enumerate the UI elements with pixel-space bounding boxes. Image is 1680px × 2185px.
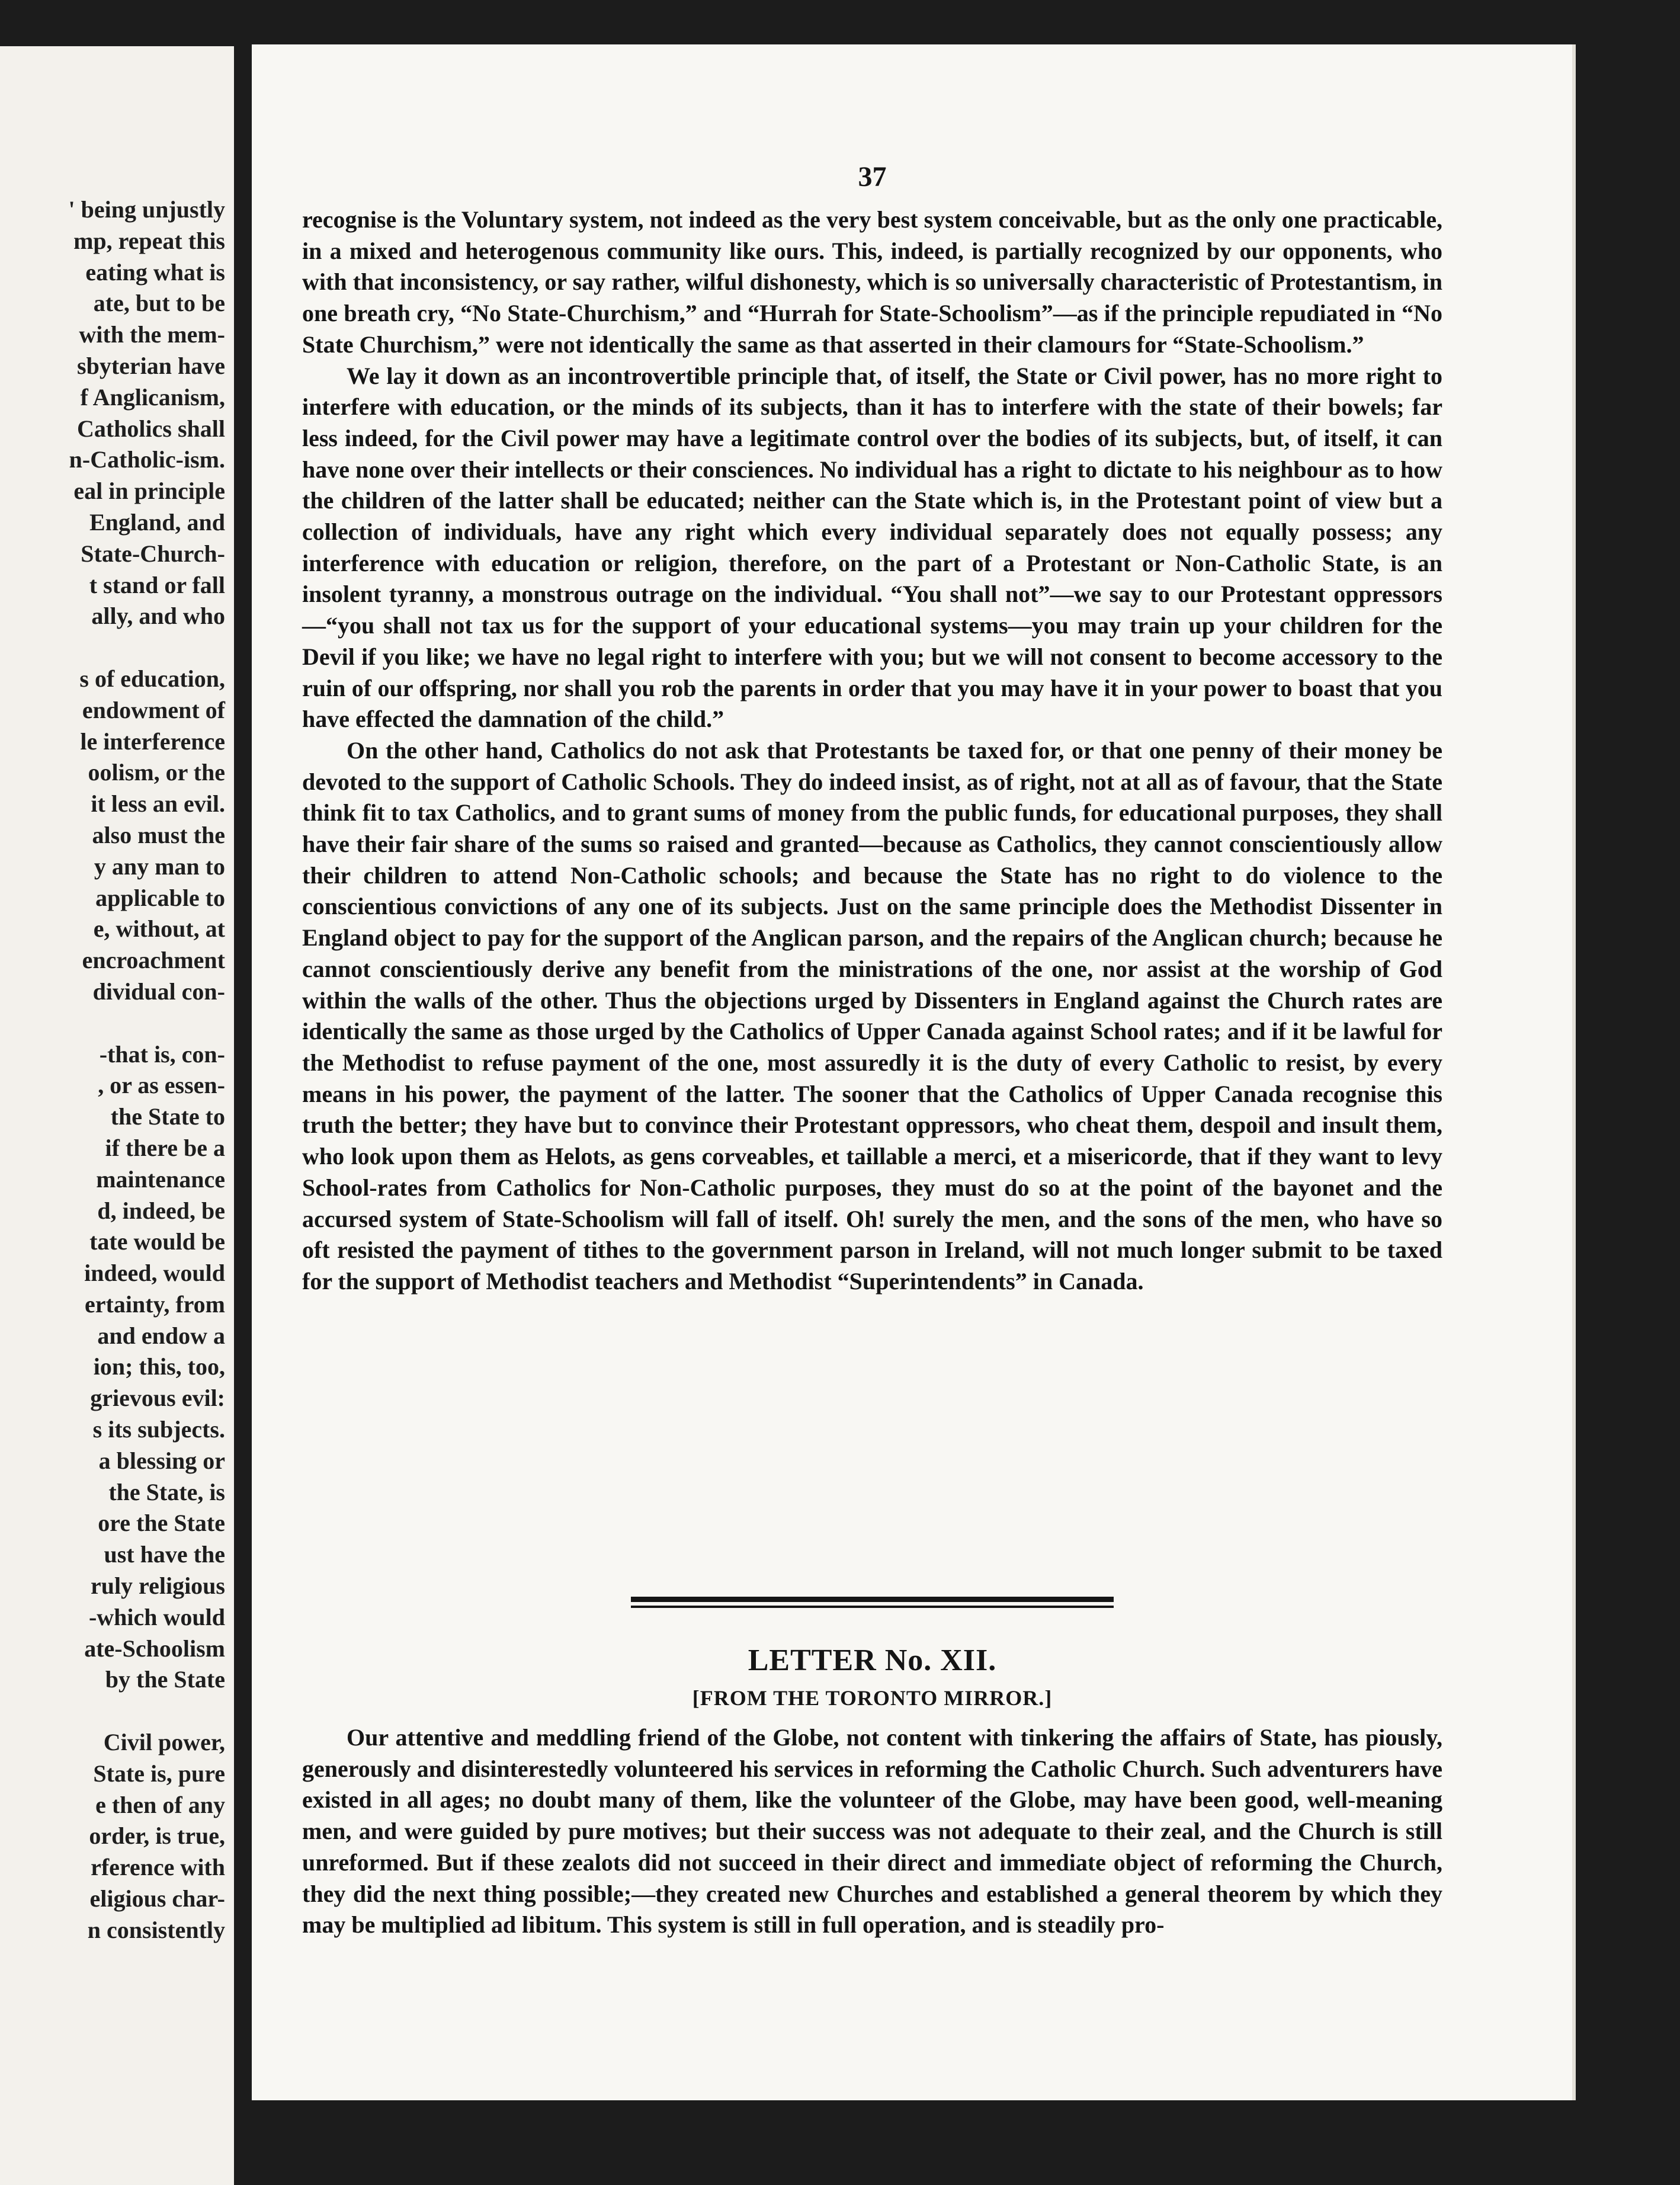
body-text bbox=[302, 204, 1442, 1297]
left-line: also must the bbox=[92, 821, 225, 848]
left-line: mp, repeat this bbox=[73, 227, 225, 254]
left-line: tate would be bbox=[89, 1228, 225, 1255]
left-line: Catholics shall bbox=[76, 415, 225, 442]
left-line: , or as essen- bbox=[98, 1072, 225, 1099]
left-line: sbyterian have bbox=[77, 352, 225, 379]
left-line: it less an evil. bbox=[91, 790, 225, 818]
paragraph-1: recognise is the Voluntary system, not indeed as the very best system conceivable, but as the only one practicable, in a mixed and heterogenous community like ours. This, indeed, is partially recognized by our opponents, who with that inconsistency, or say rather, wilful dishonesty, which is so universally characteristic of Protestantism, in one breath cry, “No State-Churchism,” and “Hurrah for State-Schoolism”—as if the principle repudiated in “No State Churchism,” were not identically the same as that asserted in their clamours for “State-Schoolism.” bbox=[302, 206, 1442, 358]
left-line: d, indeed, be bbox=[97, 1197, 225, 1224]
left-line: -which would bbox=[88, 1603, 225, 1630]
left-line: grievous evil: bbox=[90, 1385, 225, 1412]
left-line: order, is true, bbox=[89, 1822, 225, 1850]
paragraph-2: We lay it down as an incontrovertible principle that, of itself, the State or Civil power, has no more right to interfere with education, or the minds of its subjects, than it has to interfere with the state of their bowels; far less indeed, for the Civil power may have a legitimate control over the bodies of its subjects, but, of itself, it can have none over their intellects or their consciences. No individual has a right to dictate to his neighbour as to how the children of the latter shall be educated; neither can the State which is, in the Protestant point of view but a collection of individuals, have any right which every individual separately does not equally possess; any interference with education or religion, therefore, on the part of a Protestant or Non-Catholic State, is an insolent tyranny, a monstrous outrage on the individual. “You shall not”—we say to our Protestant oppressors—“you shall not tax us for the support of your educational systems—you may train up your children for the Devil if you like; we have no legal right to interfere with you; but we will not consent to become accessory to the ruin of our offspring, nor shall you rob the parents in order that you may have it in your power to boast that you have effected the damnation of the child.” bbox=[302, 362, 1442, 733]
left-page-text bbox=[0, 194, 225, 1946]
left-line: encroachment bbox=[82, 947, 225, 974]
left-line: ertainty, from bbox=[85, 1290, 225, 1318]
left-line: maintenance bbox=[96, 1165, 225, 1193]
page-edge bbox=[1572, 44, 1576, 2100]
left-line bbox=[0, 1696, 225, 1727]
left-line: if there be a bbox=[105, 1134, 225, 1161]
left-line: eligious char- bbox=[89, 1885, 225, 1912]
left-line: s of education, bbox=[79, 665, 225, 692]
left-line: by the State bbox=[105, 1666, 225, 1693]
left-line: ally, and who bbox=[91, 603, 225, 630]
left-line: rference with bbox=[91, 1854, 225, 1881]
left-line: n-Catholic-ism. bbox=[69, 446, 225, 473]
left-line: t stand or fall bbox=[89, 571, 225, 598]
left-line: f Anglicanism, bbox=[80, 383, 225, 411]
left-line: dividual con- bbox=[92, 978, 225, 1005]
left-line: ate-Schoolism bbox=[84, 1635, 225, 1662]
left-line: ruly religious bbox=[90, 1572, 225, 1600]
left-line: applicable to bbox=[95, 884, 225, 911]
page-number: 37 bbox=[858, 161, 887, 193]
left-line: s its subjects. bbox=[92, 1416, 225, 1443]
left-line: ore the State bbox=[98, 1510, 225, 1537]
left-line: and endow a bbox=[97, 1322, 225, 1349]
letter-text bbox=[302, 1722, 1442, 1941]
left-line bbox=[0, 1008, 225, 1039]
left-line: endowment of bbox=[82, 696, 225, 723]
left-line: n consistently bbox=[87, 1916, 225, 1943]
left-line: e, without, at bbox=[93, 915, 225, 943]
left-line: ust have the bbox=[104, 1541, 225, 1568]
left-line: the State, is bbox=[108, 1478, 225, 1505]
left-line: with the mem- bbox=[79, 321, 225, 348]
left-line: -that is, con- bbox=[99, 1040, 225, 1068]
left-line bbox=[0, 632, 225, 664]
left-line: eating what is bbox=[85, 258, 225, 286]
section-divider-thick bbox=[631, 1597, 1114, 1602]
left-line: y any man to bbox=[94, 853, 225, 880]
left-page-fragment bbox=[0, 46, 234, 2185]
letter-source: [FROM THE TORONTO MIRROR.] bbox=[692, 1686, 1053, 1710]
section-divider-thin bbox=[631, 1606, 1114, 1608]
left-line: oolism, or the bbox=[88, 759, 225, 786]
letter-paragraph: Our attentive and meddling friend of the Globe, not content with tinkering the affairs of State, has piously, generously and disinterestedly volunteered his services in reforming the Catholic Church. Such adventurers have existed in all ages; no doubt many of them, like the volunteer of the Globe, may have been good, well-meaning men, and were guided by pure motives; but their success was not adequate to their zeal, and the Church is still unreformed. But if these zealots did not succeed in their direct and immediate object of reforming the Church, they did the next thing possible;—they created new Churches and established a general theorem by which they may be multiplied ad libitum. This system is still in full operation, and is steadily pro- bbox=[302, 1724, 1442, 1939]
paragraph-3: On the other hand, Catholics do not ask that Protestants be taxed for, or that one penny of their money be devoted to the support of Catholic Schools. They do indeed insist, as of right, not at all as of favour, that the State think fit to tax Catholics, and to grant sums of money from the public funds, for educational purposes, they shall have their fair share of the sums so raised and granted—because as Catholics, they cannot conscientiously allow their children to attend Non-Catholic schools; and because the State has no right to do violence to the conscientious convictions of any one of its subjects. Just on the same principle does the Methodist Dissenter in England object to pay for the support of the Anglican parson, and the repairs of the Anglican church; because he cannot conscientiously derive any benefit from the ministrations of the one, nor assist at the worship of God within the walls of the other. Thus the objections urged by Dissenters in England against the Church rates are identically the same as those urged by the Catholics of Upper Canada against School rates; and if it be lawful for the Methodist to refuse payment of the one, most assuredly it is the duty of every Catholic to resist, by every means in his power, the payment of the latter. The sooner that the Catholics of Upper Canada recognise this truth the better; they have but to convince their Protestant oppressors, who cheat them, despoil and insult them, who look upon them as Helots, as gens corveables, et taillable a merci, et a misericorde, that if they want to levy School-rates from Catholics for Non-Catholic purposes, they must do so at the point of the bayonet and the accursed system of State-Schoolism will fall of itself. Oh! surely the men, and the sons of the men, who have so oft resisted the payment of tithes to the government parson in Ireland, will not much longer submit to be taxed for the support of Methodist teachers and Methodist “Superintendents” in Canada. bbox=[302, 736, 1442, 1295]
left-line: ion; this, too, bbox=[93, 1353, 225, 1380]
left-line: indeed, would bbox=[84, 1260, 225, 1287]
right-page bbox=[252, 44, 1576, 2100]
left-line: eal in principle bbox=[73, 478, 225, 505]
left-line: Civil power, bbox=[103, 1729, 225, 1756]
left-line: e then of any bbox=[95, 1791, 225, 1818]
left-line: ' being unjustly bbox=[68, 196, 225, 223]
left-line: State-Church- bbox=[81, 540, 225, 567]
left-line: le interference bbox=[80, 728, 225, 755]
left-line: State is, pure bbox=[93, 1760, 225, 1787]
letter-title: LETTER No. XII. bbox=[748, 1643, 997, 1677]
left-line: ate, but to be bbox=[93, 290, 225, 317]
left-line: a blessing or bbox=[98, 1447, 225, 1474]
left-line: the State to bbox=[110, 1103, 225, 1130]
left-line: England, and bbox=[89, 508, 225, 536]
